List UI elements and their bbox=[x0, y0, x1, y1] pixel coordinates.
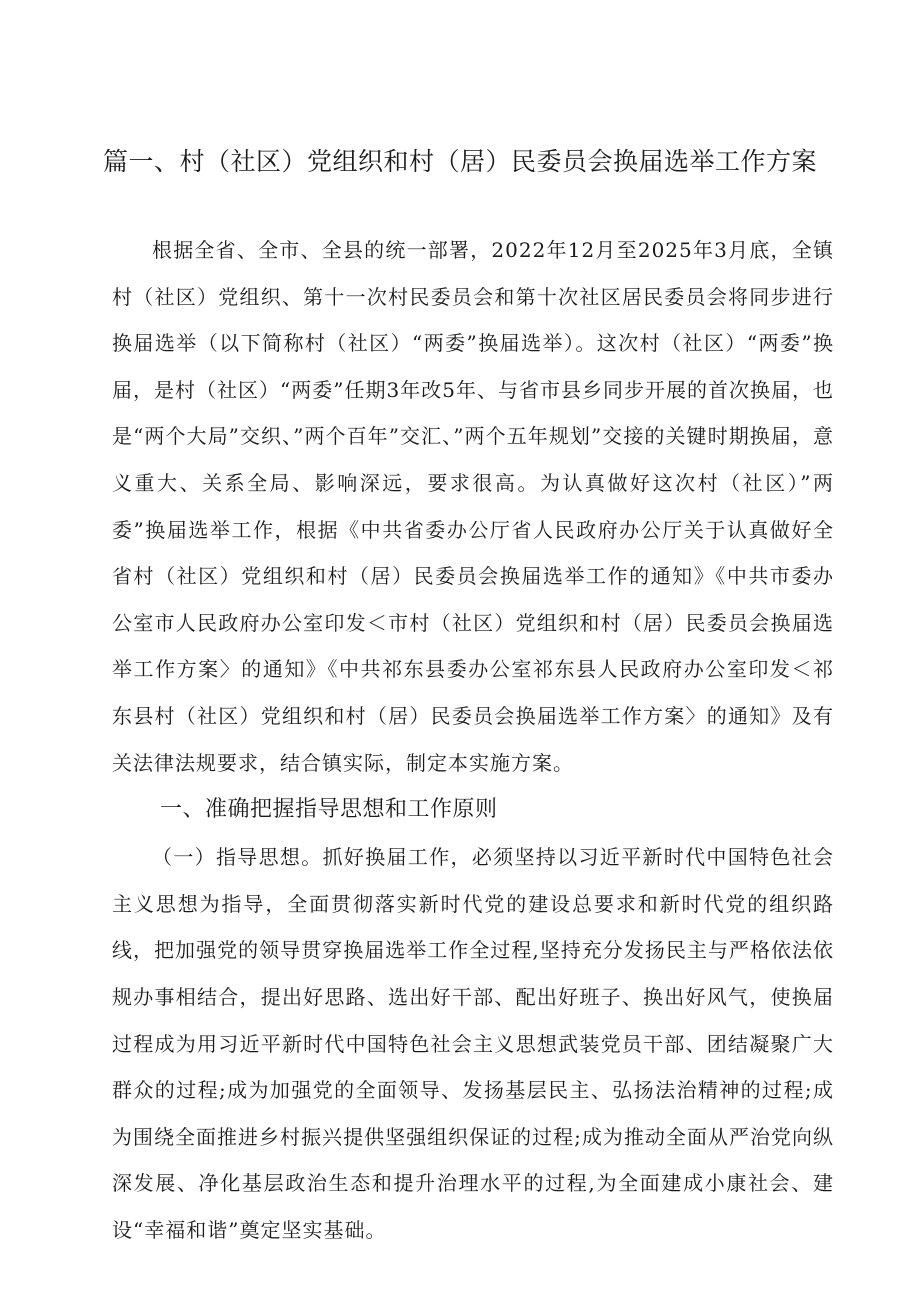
section-heading: 一、准确把握指导思想和工作原则 bbox=[160, 797, 498, 823]
intro-paragraph: 根据全省、全市、全县的统一部署，2022年12月至2025年3月底，全镇村（社区）党组织、第十一次村民委员会和第十次社区居民委员会将同步进行换届选举（以下简称村（社区）“两委”换届选举）。这次村（社区）“两委”换届，是村（社区）“两委”任期3年改5年、与省市县乡同步开展的首次换届，也是“两个大局”交织、”两个百年”交汇、”两个五年规划”交接的关键时期换届，意义重大、关系全局、影响深远，要求很高。为认真做好这次村（社区）”两委”换届选举工作，根据《中共省委办公厅省人民政府办公厅关于认真做好全省村（社区）党组织和村（居）民委员会换届选举工作的通知》《中共市委办公室市人民政府办公室印发＜市村（社区）党组织和村（居）民委员会换届选举工作方案〉的通知》《中共祁东县委办公室祁东县人民政府办公室印发＜祁东县村（社区）党组织和村（居）民委员会换届选举工作方案〉的通知》及有关法律法规要求，结合镇实际，制定本实施方案。 bbox=[112, 238, 834, 775]
document-body bbox=[112, 227, 834, 1253]
section-paragraph: （一）指导思想。抓好换届工作，必须坚持以习近平新时代中国特色社会主义思想为指导，全面贯彻落实新时代党的建设总要求和新时代党的组织路线，把加强党的领导贯穿换届选举工作全过程,坚持充分发扬民主与严格依法依规办事相结合，提出好思路、选出好干部、配出好班子、换出好风气，使换届过程成为用习近平新时代中国特色社会主义思想武装党员干部、团结凝聚广大群众的过程;成为加强党的全面领导、发扬基层民主、弘扬法治精神的过程;成为围绕全面推进乡村振兴提供坚强组织保证的过程;成为推动全面从严治党向纵深发展、净化基层政治生态和提升治理水平的过程,为全面建成小康社会、建设“幸福和谐”奠定坚实基础。 bbox=[112, 845, 834, 1242]
document-title: 篇一、村（社区）党组织和村（居）民委员会换届选举工作方案 bbox=[102, 147, 817, 176]
